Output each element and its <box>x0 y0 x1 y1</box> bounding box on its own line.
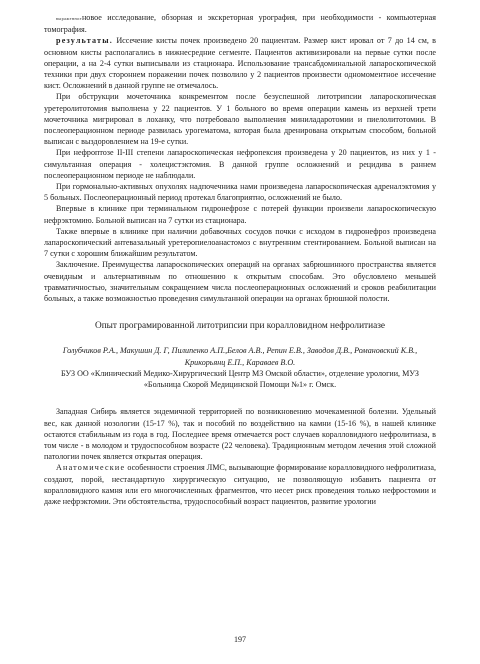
paragraph-conclusion: Заключение. Преимущества лапароскопических операций на органах забрюшинного пространства является очевидным и альтернативным по отношению к открытым способам. Это обусловлено меньшей травматичностью, значительным сокращением числа послеоперационных осложнений и сроков реабилитации больных, а также возможностью проведения симультанной операции на органах брюшной полости. <box>44 260 436 304</box>
paragraph-text: новое исследование, обзорная и экскреторная урография, при необходимости - компьютерная томография. <box>44 13 436 35</box>
paragraph-nephropexy: При нефроптозе II-III степени лапароскопическая нефропексия произведена у 20 пациентов, из них у 1 - симультанная операция - холецистэктомия. В данной группе осложнений и рецидива в раннем послеоперационном периоде не наблюдали. <box>44 148 436 180</box>
paragraph-lead: выраженное <box>56 16 82 21</box>
paragraph-anatomy <box>44 462 436 507</box>
article-title: Опыт програмированной литотрипсии при коралловидном нефролитиазе <box>94 321 386 332</box>
paragraph-introduction: Западная Сибирь является эндемичной территорией по возникновению мочекаменной болезни. Удельный вес, как данной нозологии (15-17 %), так и пособий по воздействию на камни (15-16 %), в нашей клинике остаются стабильным из года в год. Последнее время отмечается рост случаев коралловидного нефролитиаза, в том числе - в молодом и трудоспособном возрасте (22 человека). Традиционным методом лечения этой сложной патологии почек является открытая операция. <box>44 407 436 462</box>
paragraph-text: особенности строения ЛМС, вызывающие формирование коралловидного нефролитиаза, создают, порой, нестандартную хирургическую ситуацию, не позволяющую избавить пациента от коралловидного камня или его многочисленных фрагментов, что несет риск проведения только нефростомии и даже нефрэктомии. Эти обстоятельства, трудоспособный возраст пациентов, развитие урологии <box>44 463 436 506</box>
paragraph-adrenalectomy: При гормонально-активных опухолях надпочечника нами произведена лапароскопическая адреналэктомия у 5 больных. Послеоперационный период протекал благоприятно, осложнений не было. <box>44 182 436 203</box>
paragraph-text: Иссечение кисты почек произведено 20 пациентам. Размер кист ировал от 7 до 14 см, в основном кисты располагались в нижнесредние сегменте. Пациентов активизировали на первые сутки после операции, а на 2-4 сутки выписывали из стационара. Использование трансабдоминальной лапароскопической техники при двух стороннем поражении почек позволило у 2 пациентов произвести одномоментное иссечение кист. Осложнений в данной группе не отмечалось. <box>44 36 437 91</box>
article-authors: Голубчиков Р.А., Макушин Д. Г, Пилипенко А.П.,Белов А.В., Репин Е.В., Заводов Д.В., Романовский К.В., Крикорьянц Е.П., Караваев В.О. <box>62 346 418 367</box>
article-institution: БУЗ ОО «Клинический Медико-Хирургический Центр МЗ Омской области», отделение урологии, МУЗ «Больница Скорой Медицинской Помощи №1» г. Омск. <box>61 368 419 390</box>
paragraph-lead: результаты. <box>56 36 113 46</box>
paragraph-results <box>44 35 436 91</box>
paragraph-nephrectomy: Впервые в клинике при терминальном гидронефрозе с потерей функции произвели лапароскопическую нефрэктомию. Больной выписан на 7 сутки из стационара. <box>44 204 436 225</box>
page-number: 197 <box>234 635 246 644</box>
paragraph-anastomosis: Также впервые в клинике при наличии добавочных сосудов почки с исходом в гидронефроз произведена лапароскопический антевазальный уретеропиелоанастомоз с внутренним стентированием. Больной выписан на 7 сутки с хорошим ближайшим результатом. <box>44 226 436 259</box>
paragraph-ureterolithotomy: При обструкции мочеточника конкрементом после безуспешной литотрипсии лапароскопическая уретеролитотомия выполнена у 22 пациентов. У 1 больного во время операции камень из верхней трети мочеточника мигрировал в лоханку, что потребовало выполнения миниладаротомии и пиелолитотомии. В послеоперационном периоде развилась урогематома, которая была дренирована открытым способом, больной выписан с выздоровлением на 19-е сутки. <box>44 92 436 147</box>
paragraph-intro <box>44 12 436 35</box>
paragraph-lead: Анатомические <box>56 463 126 473</box>
